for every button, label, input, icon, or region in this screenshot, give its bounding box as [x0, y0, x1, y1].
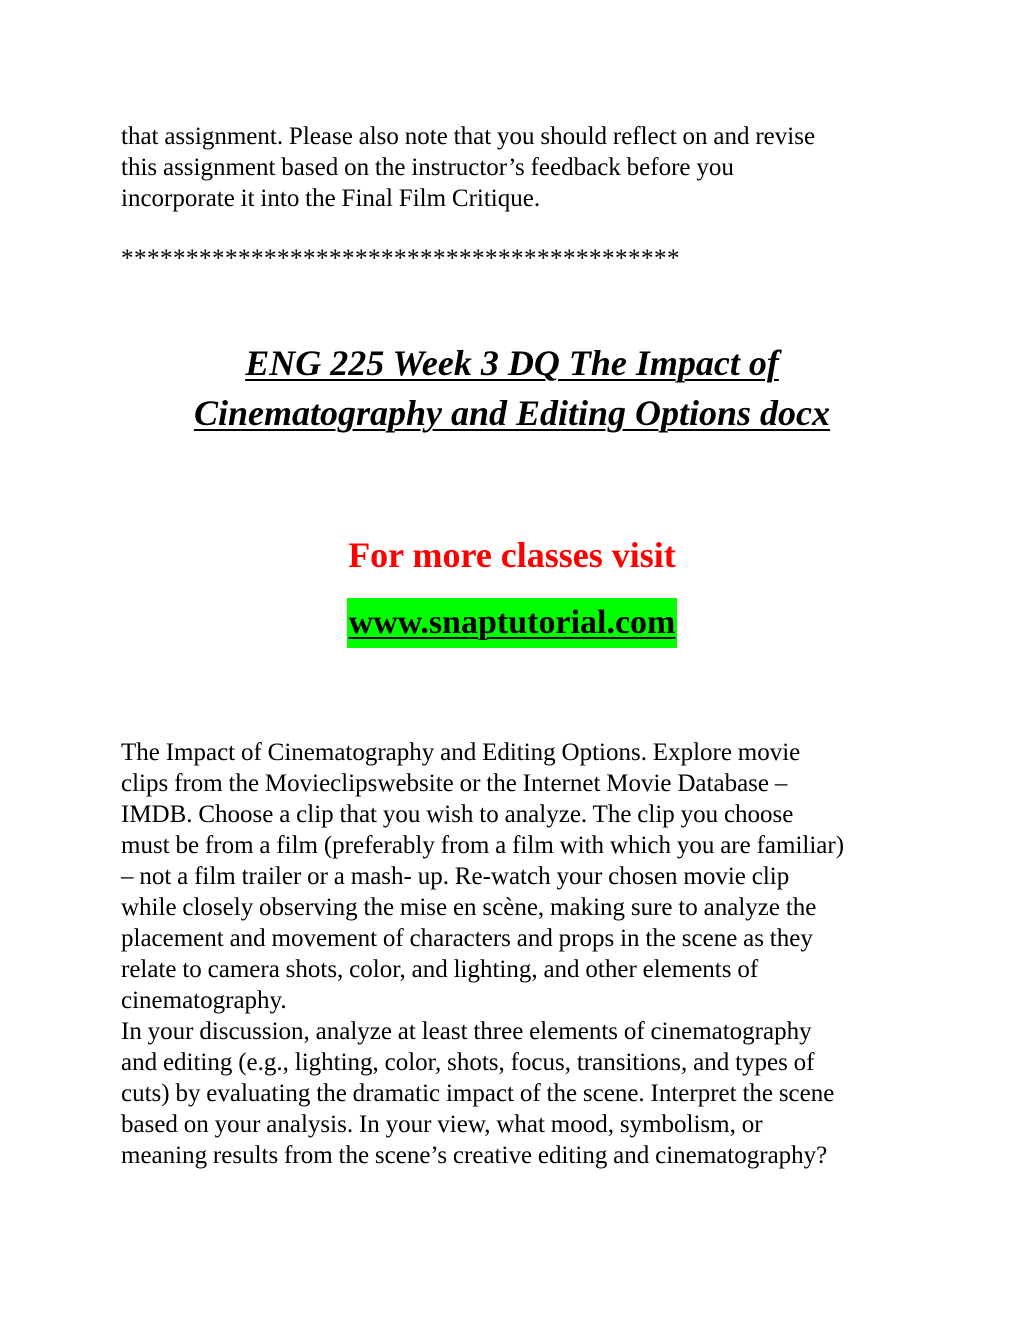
- body-line: must be from a film (preferably from a film with which you are familiar): [121, 832, 845, 859]
- document-title: [0, 338, 1024, 438]
- body-line: relate to camera shots, color, and lighting, and other elements of: [121, 956, 759, 983]
- body-line: placement and movement of characters and props in the scene as they: [121, 925, 813, 952]
- website-link[interactable]: www.snaptutorial.com: [347, 598, 678, 648]
- body-line: cuts) by evaluating the dramatic impact of the scene. Interpret the scene: [121, 1080, 835, 1107]
- body-line: In your discussion, analyze at least three elements of cinematography: [121, 1018, 812, 1045]
- asterisk-separator: *******************************************: [121, 245, 680, 272]
- body-line: The Impact of Cinematography and Editing Options. Explore movie: [121, 739, 801, 766]
- promo-link-container: [0, 598, 1024, 648]
- intro-paragraph: [121, 121, 921, 214]
- intro-line: that assignment. Please also note that you should reflect on and revise: [121, 123, 816, 150]
- title-line: Cinematography and Editing Options docx: [193, 393, 831, 433]
- intro-line: incorporate it into the Final Film Critique.: [121, 185, 541, 212]
- intro-line: this assignment based on the instructor’s feedback before you: [121, 154, 734, 181]
- body-line: while closely observing the mise en scène, making sure to analyze the: [121, 894, 817, 921]
- title-line: ENG 225 Week 3 DQ The Impact of: [245, 343, 779, 383]
- body-line: IMDB. Choose a clip that you wish to analyze. The clip you choose: [121, 801, 794, 828]
- body-paragraph: [121, 737, 921, 1171]
- body-line: cinematography.: [121, 987, 287, 1014]
- body-line: – not a film trailer or a mash- up. Re-watch your chosen movie clip: [121, 863, 790, 890]
- body-line: and editing (e.g., lighting, color, shots, focus, transitions, and types of: [121, 1049, 815, 1076]
- promo-heading: For more classes visit: [348, 535, 676, 575]
- body-line: meaning results from the scene’s creative editing and cinematography?: [121, 1142, 828, 1169]
- body-line: clips from the Movieclipswebsite or the Internet Movie Database –: [121, 770, 788, 797]
- body-line: based on your analysis. In your view, what mood, symbolism, or: [121, 1111, 763, 1138]
